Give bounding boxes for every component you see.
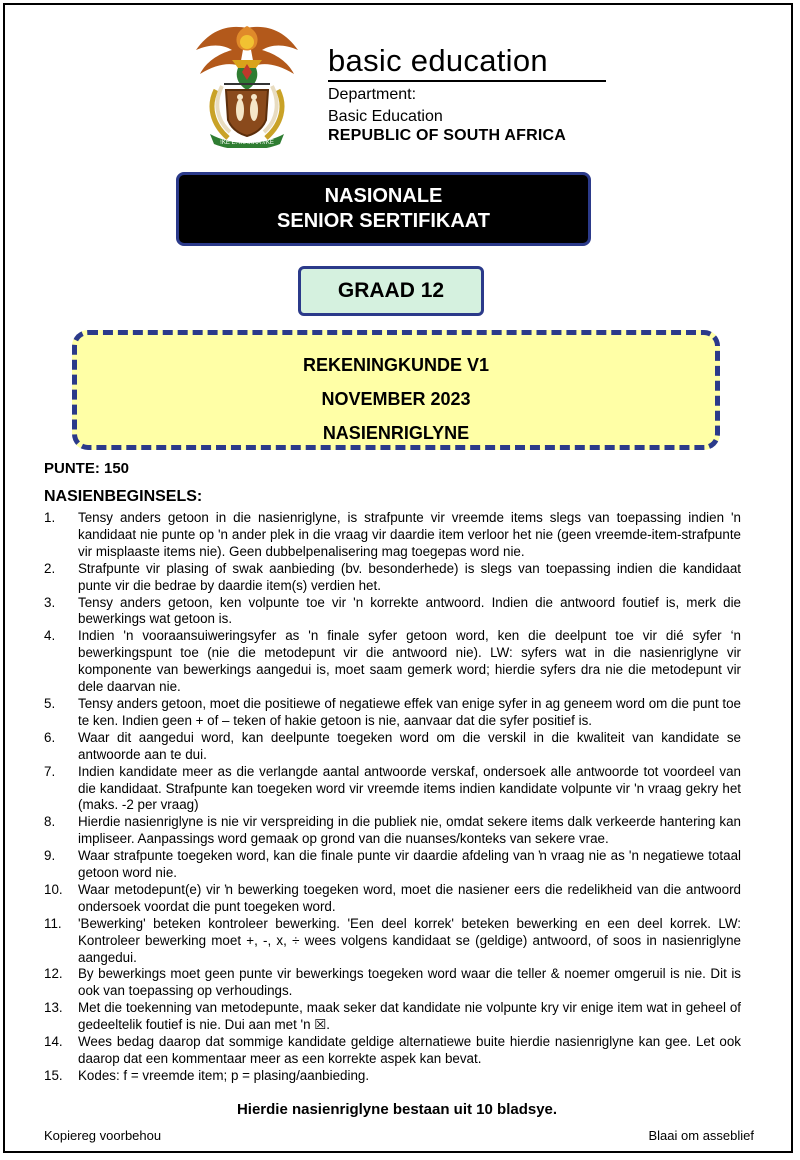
list-item: 9. Waar strafpunte toegeken word, kan die finale punte vir daardie afdeling van ŉ vraag nie as 'n negatiewe totaal getoon word nie. [44, 848, 741, 881]
total-marks: PUNTE: 150 [44, 460, 130, 477]
marking-principles-list [44, 510, 741, 1085]
list-item: 12. By bewerkings moet geen punte vir bewerkings toegeken word waar die teller & noemer omgeruil is nie. Dit is ook van toepassing op verhoudings. [44, 966, 741, 999]
list-item: 8. Hierdie nasienriglyne is nie vir verspreiding in die publiek nie, omdat sekere items dalk verkeerde hantering kan impliseer. Aanpassings word gemaak op grond van die nuanses/konteks van sekere vrae. [44, 814, 741, 847]
list-item: 11. 'Bewerking' beteken kontroleer bewerking. 'Een deel korrek' beteken bewerking en een deel korrek. LW: Kontroleer bewerking moet +, -, x, ÷ wees volgens kandidaat se (geldige) antwoord, of soos in nasienriglyne aangedui. [44, 915, 741, 965]
list-item: 6. Waar dit aangedui word, kan deelpunte toegeken word om die verskil in die kwaliteit van kandidate se antwoorde aan te dui. [44, 729, 741, 762]
department-label: Department: [328, 86, 417, 103]
grade-box [298, 266, 484, 316]
department-branding [328, 44, 610, 145]
list-item: 3. Tensy anders getoon, ken volpunte toe vir 'n korrekte antwoord. Indien die antwoord foutief is, merk die bewerkings wat getoon is. [44, 594, 741, 627]
page-count-note: Hierdie nasienriglyne bestaan uit 10 bladsye. [236, 1101, 558, 1118]
crest-motto: !KE E: /XARRA //KE [220, 140, 274, 146]
certificate-line-1: NASIONALE [324, 185, 443, 207]
list-item: 7. Indien kandidate meer as die verlangde aantal antwoorde verskaf, ondersoek alle antwoorde tot voordeel van die kandidaat. Strafpunte kan toegeken word vir vreemde items indien kandidate volpunte vir 'n vraag gekry het (maks. -2 per vraag) [44, 763, 741, 813]
department-name: Basic Education [328, 108, 443, 125]
list-item: 14. Wees bedag daarop dat sommige kandidate geldige alternatiewe buite hierdie nasienriglyne kan gee. Let ook daarop dat een kommentaar meer as een korrekte aspek kan bevat. [44, 1034, 741, 1066]
certificate-line-2: SENIOR SERTIFIKAAT [277, 210, 490, 232]
subject-title: REKENINGKUNDE V1 [302, 355, 490, 375]
turn-page-note: Blaai om asseblief [648, 1128, 754, 1143]
list-item: 10. Waar metodepunt(e) vir ŉ bewerking toegeken word, moet die nasiener eers die redelikheid van die antwoord ondersoek voordat die punt toegeken word. [44, 881, 741, 914]
copyright-notice: Kopiereg voorbehou [44, 1128, 162, 1143]
exam-session: NOVEMBER 2023 [321, 389, 471, 409]
document-type: NASIENRIGLYNE [322, 423, 470, 443]
coat-of-arms-icon [188, 20, 306, 148]
list-item: 4. Indien 'n vooraansuiweringsyfer as 'n finale syfer getoon word, ken die deelpunt toe vir dié syfer ‘n bewerkingspunt toe (nie die metodepunt vir die antwoord nie). LW: syfers wat in die nasienriglyne vir komponente van bewerkings aangedui is, moet saam gemerk word; hierdie syfers dra nie die metodepunt vir dele daarvan nie. [44, 628, 741, 695]
list-item: 13. Met die toekenning van metodepunte, maak seker dat kandidate nie volpunte kry vir enige item wat in geheel of gedeeltelik foutief is nie. Dui aan met 'n ☒. [44, 1000, 741, 1033]
list-item: 5. Tensy anders getoon, moet die positiewe of negatiewe effek van enige syfer in ag geneem word om die punt toe te ken. Indien geen + of – teken of hakie getoon is nie, aanvaar dat die syfer positief is. [44, 695, 742, 728]
list-item: 15. Kodes: f = vreemde item; p = plasing/aanbieding. [44, 1067, 370, 1083]
list-item: 1. Tensy anders getoon in die nasienriglyne, is strafpunte vir vreemde items slegs van toepassing indien 'n kandidaat nie punte op 'n ander plek in die vraag vir daardie item verloor het nie (geen vreemde-item-strafpunte vir misplaaste items nie). Geen dubbelpenalisering mag toegepas word nie. [44, 510, 741, 559]
list-item: 2. Strafpunte vir plasing of swak aanbieding (bv. besonderhede) is slegs van toepassing indien die kandidaat punte vir die bedrae by daardie item(s) verdien het. [44, 560, 741, 593]
certificate-title-box [176, 172, 591, 246]
country-name: REPUBLIC OF SOUTH AFRICA [328, 127, 566, 144]
subject-box [72, 330, 720, 450]
principles-heading: NASIENBEGINSELS: [44, 488, 203, 505]
brand-name: basic education [328, 43, 548, 78]
brand-divider [328, 80, 606, 82]
grade-label: GRAAD 12 [337, 279, 445, 302]
